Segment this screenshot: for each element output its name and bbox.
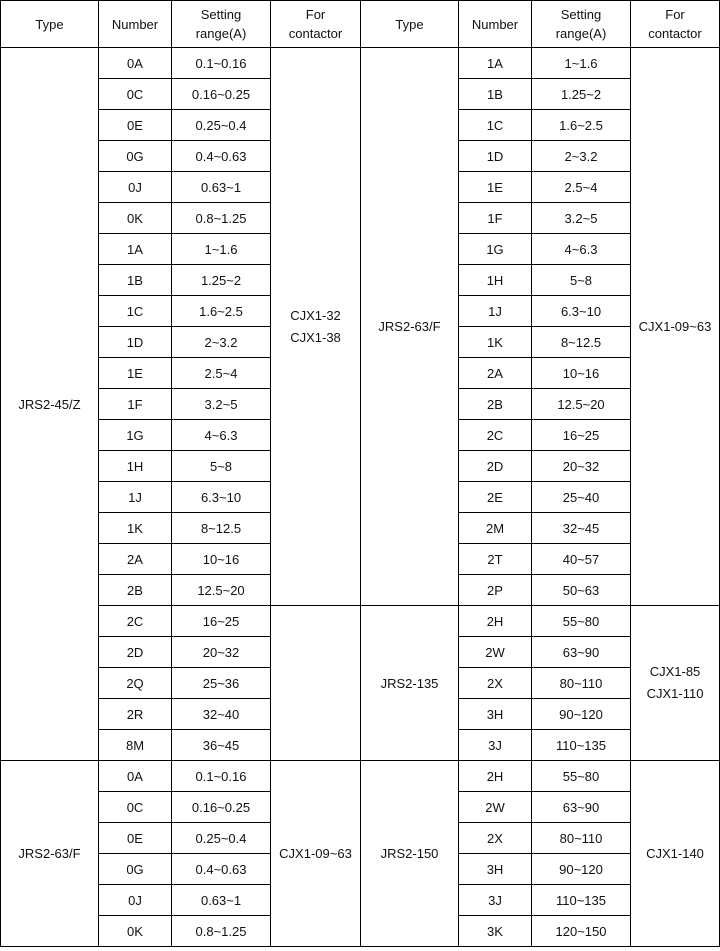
number-cell: 2M [459,513,532,544]
number-cell: 1G [459,234,532,265]
table-body [1,48,720,947]
header-type-right: Type [361,1,459,48]
setting-range-cell: 55~80 [532,761,631,792]
number-cell: 2C [99,606,172,637]
number-cell: 0A [99,761,172,792]
number-cell: 3K [459,916,532,947]
setting-range-cell: 3.2~5 [532,203,631,234]
type-cell: JRS2-63/F [1,761,99,947]
header-number-right: Number [459,1,532,48]
setting-range-cell: 0.4~0.63 [172,141,271,172]
setting-range-cell: 110~135 [532,885,631,916]
number-cell: 0E [99,110,172,141]
header-row [1,1,720,48]
setting-range-cell: 0.4~0.63 [172,854,271,885]
number-cell: 3H [459,699,532,730]
number-cell: 0J [99,885,172,916]
setting-range-cell: 10~16 [172,544,271,575]
setting-range-cell: 1.25~2 [172,265,271,296]
number-cell: 2B [99,575,172,606]
number-cell: 2Q [99,668,172,699]
setting-range-cell: 16~25 [532,420,631,451]
number-cell: 1E [99,358,172,389]
contactor-model-text: CJX1-140 [646,846,704,861]
setting-range-cell: 5~8 [172,451,271,482]
contactor-model-text: CJX1-09~63 [638,319,712,334]
number-cell: 2W [459,637,532,668]
number-cell: 1J [99,482,172,513]
number-cell: 1H [459,265,532,296]
contactor-cell [271,761,361,947]
number-cell: 1C [99,296,172,327]
setting-range-cell: 0.1~0.16 [172,761,271,792]
number-cell: 0K [99,203,172,234]
header-number-left: Number [99,1,172,48]
number-cell: 0A [99,48,172,79]
contactor-model-text: CJX1-09~63 [279,846,352,861]
number-cell: 1F [99,389,172,420]
type-cell: JRS2-63/F [361,48,459,606]
setting-range-cell: 12.5~20 [172,575,271,606]
number-cell: 3J [459,885,532,916]
header-setting-line1: Setting [560,7,602,22]
number-cell: 1C [459,110,532,141]
setting-range-cell: 2.5~4 [172,358,271,389]
setting-range-cell: 2~3.2 [532,141,631,172]
type-cell: JRS2-150 [361,761,459,947]
table-header [1,1,720,48]
number-cell: 1A [99,234,172,265]
contactor-cell [631,761,720,947]
setting-range-cell: 8~12.5 [172,513,271,544]
setting-range-cell: 4~6.3 [532,234,631,265]
number-cell: 2A [99,544,172,575]
setting-range-cell: 25~36 [172,668,271,699]
setting-range-cell: 0.1~0.16 [172,48,271,79]
setting-range-cell: 20~32 [532,451,631,482]
contactor-cell [271,606,361,761]
setting-range-cell: 6.3~10 [172,482,271,513]
setting-range-cell: 1.25~2 [532,79,631,110]
setting-range-cell: 110~135 [532,730,631,761]
type-cell: JRS2-135 [361,606,459,761]
setting-range-cell: 63~90 [532,792,631,823]
number-cell: 0J [99,172,172,203]
number-cell: 1G [99,420,172,451]
setting-range-cell: 1~1.6 [532,48,631,79]
number-cell: 1D [99,327,172,358]
header-type-left: Type [1,1,99,48]
type-cell: JRS2-45/Z [1,48,99,761]
setting-range-cell: 90~120 [532,854,631,885]
table-row [1,761,720,792]
number-cell: 0C [99,792,172,823]
number-cell: 1D [459,141,532,172]
contactor-cell [631,48,720,606]
number-cell: 1B [459,79,532,110]
number-cell: 2W [459,792,532,823]
number-cell: 2R [99,699,172,730]
setting-range-cell: 0.16~0.25 [172,792,271,823]
number-cell: 2D [459,451,532,482]
number-cell: 0G [99,141,172,172]
header-setting-right [532,1,631,48]
number-cell: 0E [99,823,172,854]
setting-range-cell: 0.8~1.25 [172,203,271,234]
contactor-model-text: CJX1-32 [290,307,341,323]
setting-range-cell: 5~8 [532,265,631,296]
setting-range-cell: 20~32 [172,637,271,668]
table-row [1,48,720,79]
number-cell: 2B [459,389,532,420]
setting-range-cell: 36~45 [172,730,271,761]
number-cell: 0G [99,854,172,885]
setting-range-cell: 32~45 [532,513,631,544]
setting-range-cell: 16~25 [172,606,271,637]
setting-range-cell: 10~16 [532,358,631,389]
setting-range-cell: 12.5~20 [532,389,631,420]
header-setting-line2: range(A) [555,26,607,41]
number-cell: 1K [99,513,172,544]
number-cell: 2A [459,358,532,389]
setting-range-cell: 1~1.6 [172,234,271,265]
header-setting-line1: Setting [200,7,242,22]
setting-range-cell: 8~12.5 [532,327,631,358]
number-cell: 2X [459,668,532,699]
number-cell: 2C [459,420,532,451]
setting-range-cell: 25~40 [532,482,631,513]
setting-range-cell: 0.25~0.4 [172,823,271,854]
setting-range-cell: 0.16~0.25 [172,79,271,110]
setting-range-cell: 32~40 [172,699,271,730]
number-cell: 2D [99,637,172,668]
number-cell: 3H [459,854,532,885]
number-cell: 1B [99,265,172,296]
setting-range-cell: 6.3~10 [532,296,631,327]
header-setting-left [172,1,271,48]
setting-range-cell: 0.63~1 [172,172,271,203]
setting-range-cell: 1.6~2.5 [172,296,271,327]
header-contactor-left [271,1,361,48]
header-contactor-line2: contactor [648,26,702,41]
setting-range-cell: 120~150 [532,916,631,947]
setting-range-cell: 90~120 [532,699,631,730]
setting-range-cell: 55~80 [532,606,631,637]
number-cell: 1J [459,296,532,327]
number-cell: 1K [459,327,532,358]
table-row [1,606,720,637]
number-cell: 1F [459,203,532,234]
number-cell: 2P [459,575,532,606]
setting-range-cell: 80~110 [532,823,631,854]
setting-range-cell: 4~6.3 [172,420,271,451]
number-cell: 0K [99,916,172,947]
setting-range-cell: 3.2~5 [172,389,271,420]
header-contactor-line1: For [305,7,326,22]
number-cell: 3J [459,730,532,761]
setting-range-cell: 0.25~0.4 [172,110,271,141]
setting-range-cell: 2~3.2 [172,327,271,358]
number-cell: 2X [459,823,532,854]
number-cell: 1E [459,172,532,203]
number-cell: 0C [99,79,172,110]
setting-range-cell: 63~90 [532,637,631,668]
header-contactor-right [631,1,720,48]
contactor-model-text: CJX1-85 [649,664,701,679]
number-cell: 8M [99,730,172,761]
setting-range-cell: 50~63 [532,575,631,606]
setting-range-cell: 80~110 [532,668,631,699]
number-cell: 2T [459,544,532,575]
setting-range-cell: 40~57 [532,544,631,575]
contactor-model-text: CJX1-110 [646,686,704,701]
header-setting-line2: range(A) [195,26,247,41]
setting-range-cell: 0.63~1 [172,885,271,916]
contactor-cell [631,606,720,761]
number-cell: 2E [459,482,532,513]
header-contactor-line2: contactor [288,26,343,41]
number-cell: 1A [459,48,532,79]
number-cell: 1H [99,451,172,482]
contactor-model-text: CJX1-38 [290,329,341,345]
setting-range-cell: 0.8~1.25 [172,916,271,947]
contactor-cell [271,48,361,606]
header-contactor-line1: For [665,7,685,22]
setting-range-cell: 1.6~2.5 [532,110,631,141]
number-cell: 2H [459,606,532,637]
setting-range-cell: 2.5~4 [532,172,631,203]
number-cell: 2H [459,761,532,792]
